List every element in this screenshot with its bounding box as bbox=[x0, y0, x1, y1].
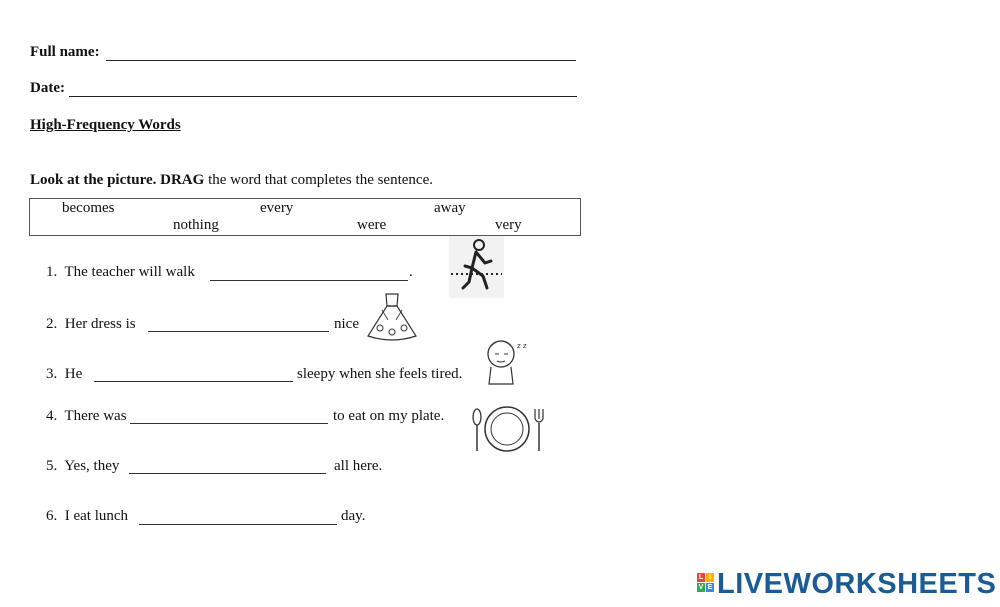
page-title: High-Frequency Words bbox=[30, 117, 181, 133]
word-were[interactable]: were bbox=[357, 217, 387, 233]
word-every[interactable]: every bbox=[260, 200, 294, 216]
sentence-5 bbox=[46, 458, 119, 475]
answer-blank-6[interactable] bbox=[139, 524, 337, 525]
plate-icon bbox=[468, 403, 546, 455]
sentence-after: to eat on my plate. bbox=[333, 408, 445, 424]
sentence-after: day. bbox=[341, 508, 366, 524]
sentence-after: nice bbox=[334, 316, 359, 332]
word-very[interactable]: very bbox=[495, 217, 522, 233]
full-name-field[interactable] bbox=[106, 60, 576, 61]
answer-blank-4[interactable] bbox=[130, 423, 328, 424]
walking-person-icon bbox=[449, 236, 504, 298]
answer-blank-5[interactable] bbox=[129, 473, 326, 474]
sleepy-child-icon bbox=[479, 334, 534, 394]
instruction-rest: the word that completes the sentence. bbox=[204, 172, 433, 188]
sentence-before: There was bbox=[64, 408, 127, 424]
word-becomes[interactable]: becomes bbox=[62, 200, 115, 216]
sentence-number: 6. bbox=[46, 508, 58, 524]
svg-text:z z: z z bbox=[517, 342, 527, 350]
sentence-1 bbox=[46, 264, 195, 281]
sentence-before: He bbox=[64, 366, 83, 382]
answer-blank-1[interactable] bbox=[210, 280, 408, 281]
answer-blank-3[interactable] bbox=[94, 381, 293, 382]
full-name-label: Full name: bbox=[30, 44, 100, 60]
sentence-after: all here. bbox=[334, 458, 383, 474]
sentence-before: Her dress is bbox=[64, 316, 136, 332]
sentence-after: sleepy when she feels tired. bbox=[297, 366, 463, 382]
sentence-number: 2. bbox=[46, 316, 58, 332]
sentence-before: The teacher will walk bbox=[64, 264, 195, 280]
dress-icon bbox=[364, 290, 420, 345]
word-away[interactable]: away bbox=[434, 200, 466, 216]
brand-name[interactable]: LIVEWORKSHEETS bbox=[717, 568, 997, 600]
sentence-before: Yes, they bbox=[64, 458, 120, 474]
sentence-2 bbox=[46, 316, 136, 333]
liveworksheets-logo-icon: L I V E bbox=[698, 574, 713, 591]
date-field[interactable] bbox=[69, 96, 577, 97]
sentence-4 bbox=[46, 408, 127, 425]
sentence-number: 5. bbox=[46, 458, 58, 474]
answer-blank-2[interactable] bbox=[148, 331, 329, 332]
date-label: Date: bbox=[30, 80, 65, 96]
sentence-number: 4. bbox=[46, 408, 58, 424]
sentence-3 bbox=[46, 366, 82, 383]
word-nothing[interactable]: nothing bbox=[173, 217, 219, 233]
sentence-number: 3. bbox=[46, 366, 58, 382]
word-bank bbox=[29, 198, 581, 236]
instruction-bold: Look at the picture. DRAG bbox=[30, 172, 205, 188]
sentence-after: . bbox=[409, 264, 413, 280]
sentence-6 bbox=[46, 508, 128, 525]
sentence-number: 1. bbox=[46, 264, 58, 280]
sentence-before: I eat lunch bbox=[64, 508, 129, 524]
instruction bbox=[30, 172, 433, 189]
